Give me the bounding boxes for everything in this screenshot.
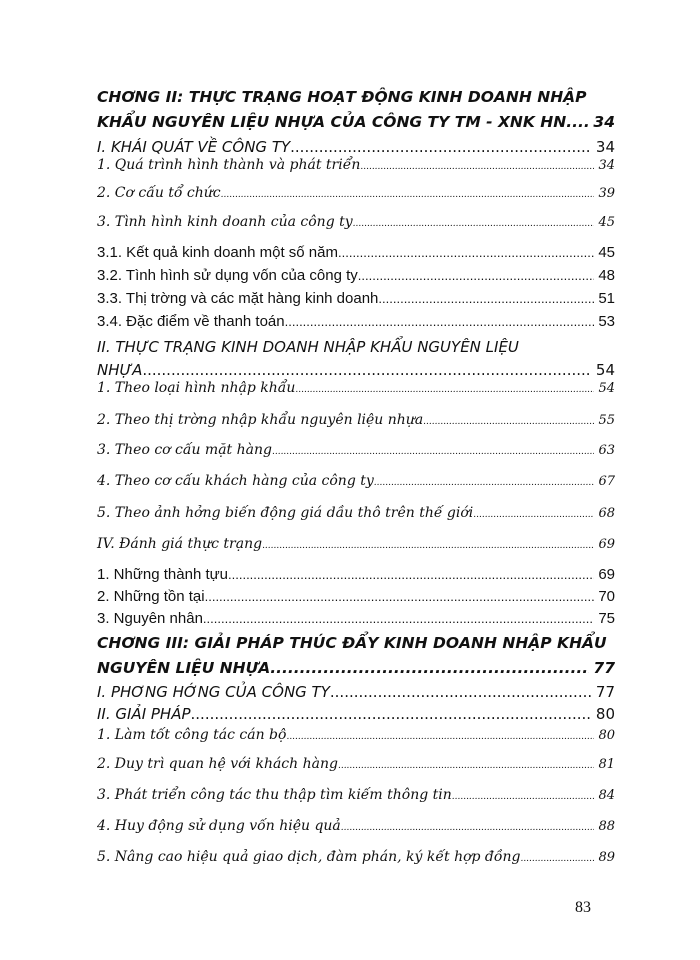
toc-entry: 3. Tình hình kinh doanh của công ty ..... 45: [97, 214, 615, 230]
toc-entry: 2. Cơ cấu tổ chức ..... 39: [97, 185, 615, 201]
chapter-2-heading-line2: KHẨU NGUYÊN LIỆU NHỰA CỦA CÔNG TY TM - XNK HN ..... 34: [97, 113, 615, 131]
toc-entry: II. GIẢI PHÁP ..... 80: [97, 705, 615, 723]
toc-entry: 3.4. Đặc điểm về thanh toán ..... 53: [97, 313, 615, 330]
toc-entry: IV. Đánh giá thực trạng ..... 69: [97, 536, 615, 552]
toc-entry: 3.1. Kết quả kinh doanh một số năm ..... 45: [97, 244, 615, 261]
toc-entry: 3.3. Thị trờng và các mặt hàng kinh doanh ..... 51: [97, 290, 615, 307]
toc-entry: 1. Theo loại hình nhập khẩu ..... 54: [97, 380, 615, 396]
toc-entry: 5. Nâng cao hiệu quả giao dịch, đàm phán, ký kết hợp đồng ..... 89: [97, 849, 615, 865]
toc-section-heading: II. THỰC TRẠNG KINH DOANH NHẬP KHẨU NGUYÊN LIỆU: [97, 338, 519, 356]
chapter-3-heading-line1: CHƠNG III: GIẢI PHÁP THÚC ĐẨY KINH DOANH NHẬP KHẨU: [97, 634, 607, 652]
toc-entry: 1. Quá trình hình thành và phát triển ..... 34: [97, 157, 615, 173]
toc-entry: NHỰA ..... 54: [97, 361, 615, 379]
toc-entry: 2. Những tồn tại ..... 70: [97, 588, 615, 605]
page-number: 83: [575, 899, 591, 916]
toc-entry: 2. Theo thị trờng nhập khẩu nguyên liệu nhựa ..... 55: [97, 412, 615, 428]
toc-entry: 4. Theo cơ cấu khách hàng của công ty ..... 67: [97, 473, 615, 489]
toc-entry: 1. Làm tốt công tác cán bộ ..... 80: [97, 727, 615, 743]
toc-entry: I. KHÁI QUÁT VỀ CÔNG TY ..... 34: [97, 138, 615, 156]
toc-entry: 3. Phát triển công tác thu thập tìm kiếm thông tin ..... 84: [97, 787, 615, 803]
chapter-2-heading-line1: CHƠNG II: THỰC TRẠNG HOẠT ĐỘNG KINH DOANH NHẬP: [97, 88, 587, 106]
toc-entry: 1. Những thành tựu ..... 69: [97, 566, 615, 583]
toc-entry: 3. Theo cơ cấu mặt hàng ..... 63: [97, 442, 615, 458]
toc-entry: 4. Huy động sử dụng vốn hiệu quả ..... 88: [97, 818, 615, 834]
toc-entry: I. PHƠNG HỚNG CỦA CÔNG TY ..... 77: [97, 683, 615, 701]
chapter-3-heading-line2: NGUYÊN LIỆU NHỰA ..... 77: [97, 659, 615, 677]
toc-entry: 3.2. Tình hình sử dụng vốn của công ty ..... 48: [97, 267, 615, 284]
toc-entry: 5. Theo ảnh hởng biến động giá dầu thô trên thế giới ..... 68: [97, 505, 615, 521]
toc-entry: 3. Nguyên nhân ..... 75: [97, 610, 615, 627]
toc-entry: 2. Duy trì quan hệ với khách hàng ..... 81: [97, 756, 615, 772]
